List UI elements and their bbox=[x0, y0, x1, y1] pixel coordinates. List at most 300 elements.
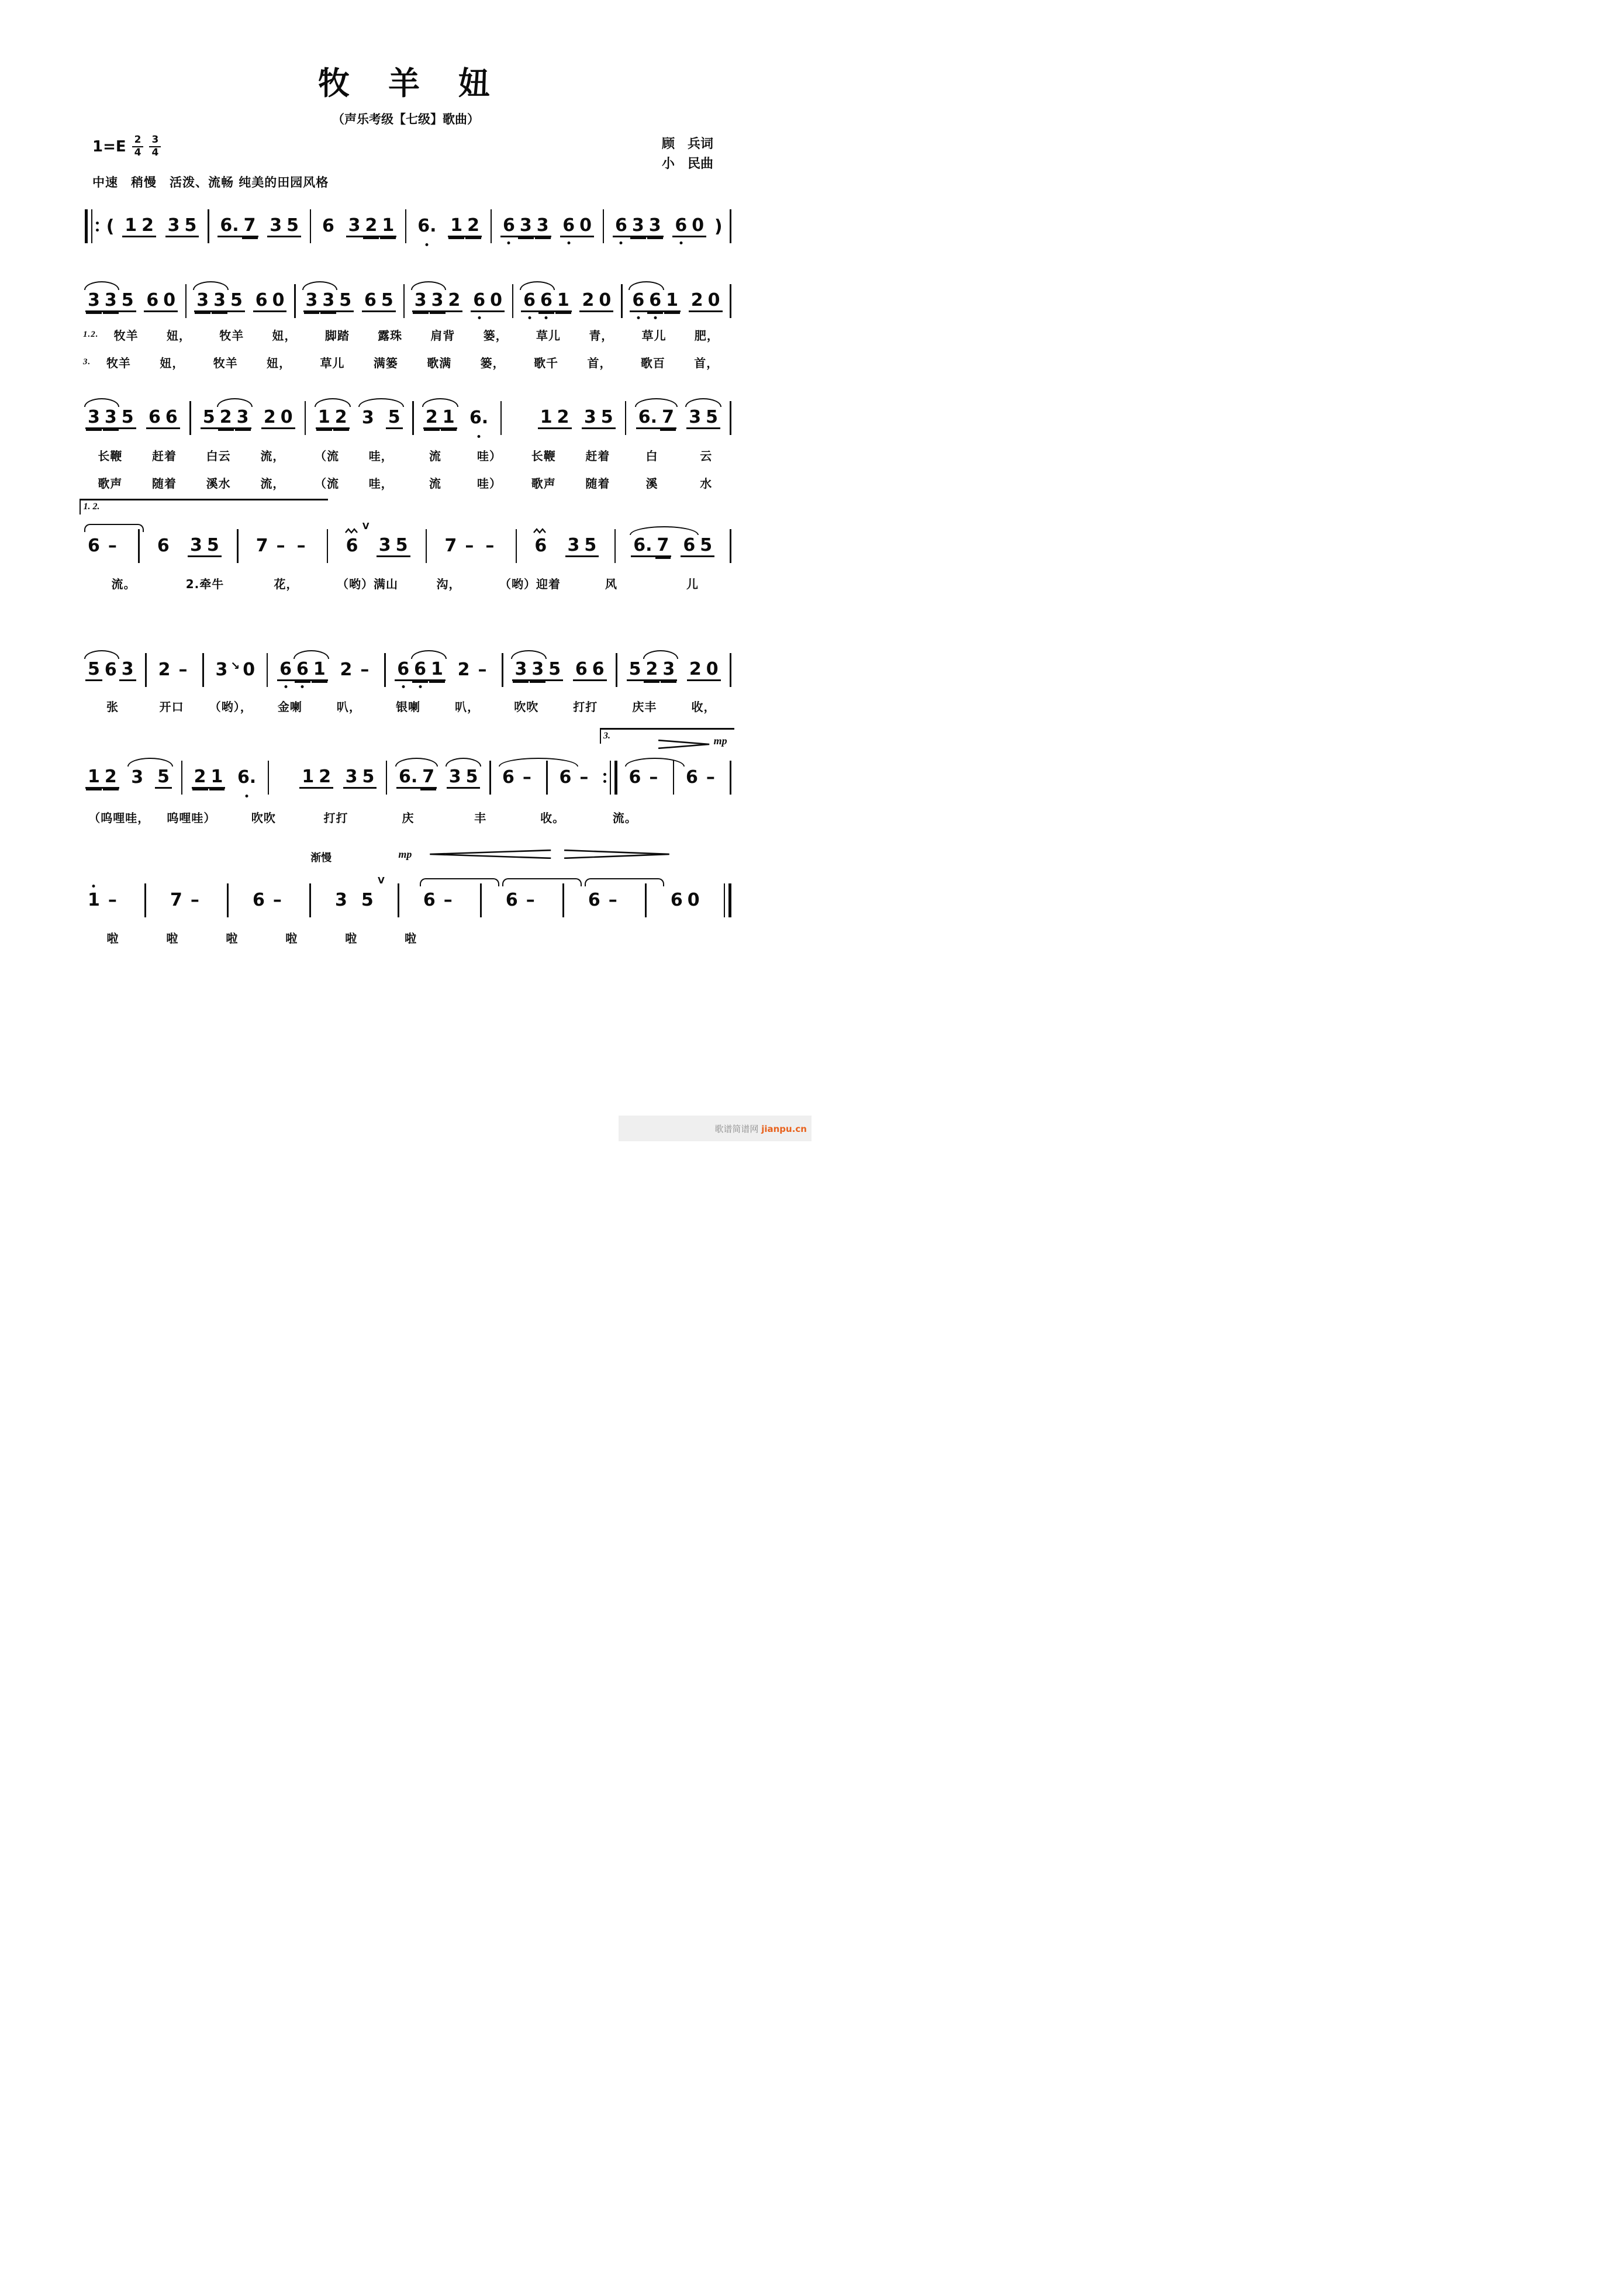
slur-arc bbox=[127, 758, 173, 767]
note: 6 bbox=[502, 767, 514, 788]
note: 5 bbox=[155, 767, 172, 789]
barline-s bbox=[188, 401, 193, 435]
note: 7 bbox=[659, 407, 676, 429]
score-line-6 bbox=[83, 731, 733, 826]
note: 5 bbox=[119, 407, 136, 429]
beam-group bbox=[520, 290, 573, 312]
lyric-syllable: 脚踏 bbox=[324, 329, 350, 343]
lyric-syllable: 歌声 bbox=[98, 477, 123, 491]
note: 6 bbox=[395, 659, 412, 681]
lyric-syllable: 满篓 bbox=[373, 356, 398, 370]
barline-s bbox=[728, 209, 733, 243]
note: 2 bbox=[333, 407, 350, 429]
barline bbox=[145, 653, 147, 687]
song-subtitle: （声乐考级【七级】歌曲） bbox=[332, 112, 479, 126]
note: 3 bbox=[534, 215, 551, 237]
beam-group bbox=[511, 659, 564, 681]
repeat-dots bbox=[96, 222, 99, 232]
note: – bbox=[360, 660, 370, 680]
repeat-dot bbox=[96, 229, 99, 232]
note: 2 bbox=[687, 659, 704, 681]
note: – bbox=[526, 890, 535, 910]
barline-s bbox=[488, 761, 493, 795]
notes-row bbox=[83, 875, 733, 917]
note: 1 bbox=[85, 767, 102, 789]
barline-s bbox=[643, 883, 648, 917]
barline bbox=[189, 401, 191, 435]
lyric-syllable: 赶着 bbox=[152, 449, 177, 463]
lyrics-row bbox=[83, 474, 733, 491]
note: 6 bbox=[500, 215, 517, 237]
barline bbox=[730, 761, 731, 795]
barline bbox=[227, 883, 229, 917]
note: 2 bbox=[316, 767, 333, 789]
note: 3 bbox=[211, 290, 228, 312]
slur-arc bbox=[84, 398, 119, 407]
lyric-syllable: 长鞭 bbox=[531, 449, 556, 463]
beam-group bbox=[143, 290, 179, 312]
beam-group bbox=[199, 407, 253, 429]
lyric-syllable: 流。 bbox=[111, 577, 136, 591]
lyric-syllable: 肩背 bbox=[430, 329, 455, 343]
note: 0 bbox=[243, 660, 255, 680]
slur-arc bbox=[446, 758, 482, 767]
note: 6 bbox=[146, 407, 163, 429]
barline bbox=[614, 761, 617, 795]
barline bbox=[384, 653, 386, 687]
beam-group bbox=[342, 767, 378, 789]
barline bbox=[138, 529, 140, 563]
note: – bbox=[608, 890, 617, 910]
slur-arc bbox=[499, 758, 578, 767]
beam-group bbox=[625, 767, 665, 789]
note: 2 bbox=[555, 407, 572, 429]
note: 3 bbox=[377, 535, 393, 557]
note: 3 bbox=[412, 290, 429, 312]
note: 6 bbox=[560, 215, 577, 237]
lyric-syllable: 歌满 bbox=[427, 356, 452, 370]
tie-arc bbox=[502, 878, 582, 886]
barline-s bbox=[728, 761, 733, 795]
note: 0 bbox=[161, 290, 178, 312]
note: 0 bbox=[596, 290, 613, 312]
note: 2 bbox=[217, 407, 234, 429]
slur-arc bbox=[643, 650, 678, 659]
lyric-syllable: 2.牵牛 bbox=[185, 577, 225, 591]
repeat-dot bbox=[96, 222, 99, 225]
barline-s bbox=[184, 284, 189, 318]
barline bbox=[616, 653, 617, 687]
barline-s bbox=[510, 284, 516, 318]
lyric-syllable: 肥， bbox=[694, 329, 719, 343]
breath-mark-icon: V bbox=[362, 521, 370, 531]
beam-group bbox=[84, 407, 137, 429]
note: 3 bbox=[361, 408, 374, 428]
note: 2 bbox=[689, 290, 706, 312]
note: 6 bbox=[505, 890, 518, 910]
lyricist: 顾 兵词 bbox=[661, 137, 713, 151]
beam-group bbox=[564, 535, 600, 557]
note: 6 V bbox=[346, 521, 370, 556]
barline bbox=[502, 653, 503, 687]
beam-group bbox=[167, 889, 206, 912]
note: 6 bbox=[412, 659, 429, 681]
beam-group bbox=[688, 290, 724, 312]
note: 5 bbox=[697, 535, 714, 557]
beam-group bbox=[121, 215, 157, 237]
barline bbox=[403, 284, 405, 318]
glissando-arrow-icon: ↘ bbox=[230, 659, 240, 672]
verse-number: 3. bbox=[83, 357, 91, 367]
beam-group bbox=[84, 659, 137, 681]
note: 3 bbox=[303, 290, 320, 312]
barline-s bbox=[143, 653, 149, 687]
note: 6 bbox=[647, 290, 664, 312]
rall-label: 渐慢 bbox=[310, 852, 332, 864]
beam-group bbox=[414, 215, 440, 237]
barline-s bbox=[619, 284, 624, 318]
lyric-syllable: 流 bbox=[429, 449, 441, 463]
barline-s bbox=[489, 209, 494, 243]
note: 1 bbox=[122, 215, 139, 237]
note: – bbox=[465, 536, 474, 556]
note: 5 bbox=[360, 767, 377, 789]
barline bbox=[426, 529, 427, 563]
beam-group bbox=[84, 889, 124, 912]
barline bbox=[614, 529, 616, 563]
lyric-syllable: 打打 bbox=[323, 811, 348, 825]
note: 2 bbox=[340, 660, 353, 680]
note: 6 bbox=[88, 536, 100, 556]
lyrics-row bbox=[83, 698, 733, 714]
note: 1 bbox=[316, 407, 333, 429]
note: 0 bbox=[687, 890, 700, 910]
note: – bbox=[108, 536, 117, 556]
notes-row bbox=[83, 401, 733, 435]
note: 6 bbox=[521, 290, 538, 312]
barline bbox=[267, 653, 268, 687]
beam-group bbox=[629, 290, 682, 312]
score-line-5 bbox=[83, 653, 733, 714]
note: 2 bbox=[158, 660, 171, 680]
note: 7 bbox=[420, 767, 437, 789]
note: 1 bbox=[85, 889, 102, 912]
barline bbox=[645, 883, 647, 917]
beam-group bbox=[447, 215, 483, 237]
note: 6 bbox=[629, 767, 641, 788]
lyric-syllable: 流 bbox=[429, 477, 441, 491]
note: 6 bbox=[294, 659, 311, 681]
barline-s bbox=[206, 209, 211, 243]
lyric-syllable: 吹吹 bbox=[514, 700, 539, 714]
lyric-syllable: 哇） bbox=[477, 449, 502, 463]
barline-s bbox=[143, 883, 148, 917]
barline-s bbox=[614, 653, 619, 687]
lyric-syllable: 张 bbox=[106, 700, 119, 714]
note: 3 bbox=[565, 535, 582, 557]
watermark bbox=[714, 1123, 807, 1135]
barline-s bbox=[499, 401, 504, 435]
watermark-url: jianpu.cn bbox=[761, 1124, 807, 1134]
beam-group bbox=[635, 407, 678, 429]
note: 1 bbox=[538, 407, 555, 429]
note: 5 V bbox=[361, 875, 385, 910]
lyric-syllable: 牧羊 bbox=[113, 329, 139, 343]
lyric-syllable: 草儿 bbox=[320, 356, 345, 370]
barline bbox=[730, 529, 731, 563]
barline-s bbox=[728, 401, 733, 435]
lyric-syllable: 妞， bbox=[166, 329, 191, 343]
note: – bbox=[108, 890, 117, 910]
note: 3 bbox=[660, 659, 677, 681]
lyric-syllable: 银喇 bbox=[396, 700, 421, 714]
barline bbox=[730, 401, 731, 435]
barline bbox=[621, 284, 623, 318]
beam-group bbox=[686, 659, 722, 681]
note: 3 bbox=[529, 659, 546, 681]
barline-s bbox=[728, 284, 733, 318]
barline-s bbox=[292, 284, 298, 318]
barline-er bbox=[602, 761, 619, 795]
lyric-syllable: 妞， bbox=[272, 329, 297, 343]
lyric-syllable: 啦 bbox=[345, 931, 358, 945]
parenthesis: ( bbox=[106, 216, 115, 237]
note: 5 bbox=[379, 290, 396, 312]
barline-s bbox=[402, 284, 407, 318]
tempo-marking: 中速 稍慢 活泼、流畅 纯美的田园风格 bbox=[92, 175, 329, 189]
note: 5 bbox=[284, 215, 301, 237]
note: 5 bbox=[85, 659, 102, 681]
beam-group bbox=[375, 535, 412, 557]
lyric-syllable: 丰 bbox=[474, 811, 487, 825]
score-line-4 bbox=[83, 502, 733, 592]
note: – bbox=[296, 536, 306, 556]
barline-s bbox=[265, 653, 270, 687]
lyric-syllable: 儿 bbox=[686, 577, 699, 591]
note: 5 bbox=[182, 215, 199, 237]
beam-group bbox=[358, 407, 404, 429]
barline bbox=[202, 653, 204, 687]
time-signature-2-4: $\frac{2}{4}$ bbox=[132, 134, 144, 158]
beam-group bbox=[559, 215, 595, 237]
note: – bbox=[178, 660, 188, 680]
lyric-syllable: 啦 bbox=[405, 931, 417, 945]
beam-group bbox=[84, 290, 137, 312]
notes-row bbox=[83, 521, 733, 563]
note: 2 bbox=[139, 215, 156, 237]
slur-arc bbox=[411, 650, 446, 659]
lyric-syllable: 首， bbox=[694, 356, 719, 370]
note: 5 bbox=[205, 535, 222, 557]
slur-arc bbox=[217, 398, 252, 407]
barline-s bbox=[478, 883, 484, 917]
slur-arc bbox=[293, 650, 329, 659]
repeat-dot bbox=[603, 780, 606, 783]
note: 0 bbox=[689, 215, 706, 237]
note: 2 bbox=[465, 215, 482, 237]
note: 3 bbox=[512, 659, 529, 681]
lyric-syllable: 流， bbox=[260, 449, 285, 463]
key-label: 1=E bbox=[92, 137, 126, 156]
lyric-syllable: 篓， bbox=[480, 356, 505, 370]
note: 3 bbox=[102, 407, 119, 429]
note: 2 bbox=[102, 767, 119, 789]
slur-arc bbox=[358, 398, 404, 407]
note: 6 bbox=[590, 659, 607, 681]
note: 5 bbox=[627, 659, 644, 681]
lyric-syllable: （流 bbox=[315, 449, 340, 463]
note: 5 bbox=[228, 290, 245, 312]
beam-group bbox=[671, 215, 707, 237]
note: 2 bbox=[457, 660, 470, 680]
barline-s bbox=[410, 401, 416, 435]
beam-group bbox=[234, 767, 260, 789]
lyric-syllable: 流。 bbox=[612, 811, 637, 825]
barline bbox=[724, 883, 726, 917]
barline bbox=[728, 883, 731, 917]
barline-f bbox=[722, 883, 733, 917]
note: – bbox=[478, 660, 487, 680]
note: 6. bbox=[217, 215, 241, 237]
slur-arc bbox=[630, 526, 699, 535]
beam-group bbox=[193, 290, 246, 312]
beam-group bbox=[685, 407, 721, 429]
beam-group bbox=[578, 290, 614, 312]
barline bbox=[268, 761, 270, 795]
beam-group bbox=[253, 535, 313, 557]
note: 6 bbox=[685, 767, 698, 788]
barline bbox=[208, 209, 209, 243]
note: 6 bbox=[423, 890, 436, 910]
volta-label: 1. 2. bbox=[83, 502, 100, 512]
note: 6 bbox=[573, 659, 590, 681]
note: 6 bbox=[630, 290, 647, 312]
dynamic-mp-label: mp bbox=[713, 735, 727, 747]
lyric-syllable: 收。 bbox=[540, 811, 565, 825]
note: 5 bbox=[599, 407, 616, 429]
note: 6 bbox=[322, 216, 334, 236]
beam-group bbox=[331, 875, 385, 912]
note: 6 bbox=[471, 290, 488, 312]
lyric-syllable: 随着 bbox=[585, 477, 610, 491]
note: 0 bbox=[488, 290, 505, 312]
beam-group bbox=[260, 407, 296, 429]
beam-group bbox=[187, 535, 223, 557]
beam-group bbox=[612, 215, 665, 237]
lyric-syllable: 云 bbox=[700, 449, 713, 463]
note: 3 bbox=[686, 407, 703, 429]
lyric-syllable: 庆丰 bbox=[632, 700, 657, 714]
beam-group bbox=[466, 407, 492, 429]
note: 1 bbox=[379, 215, 396, 237]
slur-arc bbox=[395, 758, 438, 767]
note: 3 bbox=[335, 890, 347, 910]
beam-group bbox=[154, 535, 173, 557]
barline bbox=[480, 883, 482, 917]
note: 1 bbox=[664, 290, 681, 312]
note: 3 bbox=[85, 407, 102, 429]
barline-s bbox=[623, 401, 629, 435]
note: 1 bbox=[209, 767, 226, 789]
barline bbox=[489, 761, 491, 795]
score-line-7 bbox=[83, 848, 733, 946]
note: 6 bbox=[532, 535, 549, 557]
note: 6. bbox=[235, 767, 258, 789]
note: – bbox=[276, 536, 285, 556]
note: – bbox=[706, 767, 715, 788]
note: – bbox=[522, 767, 531, 788]
score-line-2 bbox=[83, 284, 733, 371]
note: 7 bbox=[170, 890, 182, 910]
lyric-syllable: 哇， bbox=[368, 449, 393, 463]
barline-s bbox=[500, 653, 505, 687]
note: 5 bbox=[337, 290, 354, 312]
note: 3 bbox=[429, 290, 446, 312]
breath-mark-icon: V bbox=[378, 875, 385, 886]
beam-group bbox=[422, 407, 458, 429]
score-line-3 bbox=[83, 401, 733, 491]
beam-group bbox=[164, 215, 201, 237]
note: 3 bbox=[215, 660, 228, 680]
lyric-syllable: 水 bbox=[700, 477, 713, 491]
note: 3 bbox=[102, 290, 119, 312]
note: 7 bbox=[444, 536, 457, 556]
lyric-syllable: 花， bbox=[274, 577, 299, 591]
note: 1 bbox=[311, 659, 328, 681]
note: 5 bbox=[464, 767, 481, 789]
barline bbox=[412, 401, 414, 435]
barline bbox=[512, 284, 514, 318]
lyric-syllable: 随着 bbox=[152, 477, 177, 491]
note: 3 bbox=[343, 767, 360, 789]
beam-group bbox=[441, 535, 502, 557]
barline-s bbox=[136, 529, 141, 563]
beam-group bbox=[252, 290, 288, 312]
note: – bbox=[579, 767, 589, 788]
notes-row bbox=[83, 209, 733, 243]
note: 3 bbox=[582, 407, 599, 429]
barline bbox=[562, 883, 564, 917]
note: 5 bbox=[386, 407, 403, 429]
lyric-syllable: 开口 bbox=[159, 700, 184, 714]
lyric-syllable: 风 bbox=[605, 577, 617, 591]
lyric-syllable: 吹吹 bbox=[251, 811, 276, 825]
beam-group bbox=[395, 767, 438, 789]
note: 2 bbox=[261, 407, 278, 429]
note: 0 bbox=[577, 215, 594, 237]
note: 3 bbox=[320, 290, 337, 312]
beam-group bbox=[345, 215, 398, 237]
beam-group bbox=[361, 290, 397, 312]
beam-group bbox=[249, 889, 289, 912]
slur-arc bbox=[411, 281, 446, 290]
lyric-syllable: 啦 bbox=[106, 931, 119, 945]
lyric-syllable: 青， bbox=[589, 329, 614, 343]
note: 3 bbox=[447, 767, 464, 789]
barline bbox=[294, 284, 296, 318]
lyric-syllable: 收， bbox=[691, 700, 716, 714]
beam-group bbox=[581, 407, 617, 429]
note: 6. bbox=[396, 767, 420, 789]
barline bbox=[386, 761, 388, 795]
note: 6 bbox=[277, 659, 294, 681]
score-line-1 bbox=[83, 209, 733, 243]
lyric-syllable: 露珠 bbox=[378, 329, 403, 343]
note: 0 bbox=[706, 290, 723, 312]
barline bbox=[309, 883, 311, 917]
barline-s bbox=[308, 209, 313, 243]
beam-group bbox=[84, 767, 120, 789]
